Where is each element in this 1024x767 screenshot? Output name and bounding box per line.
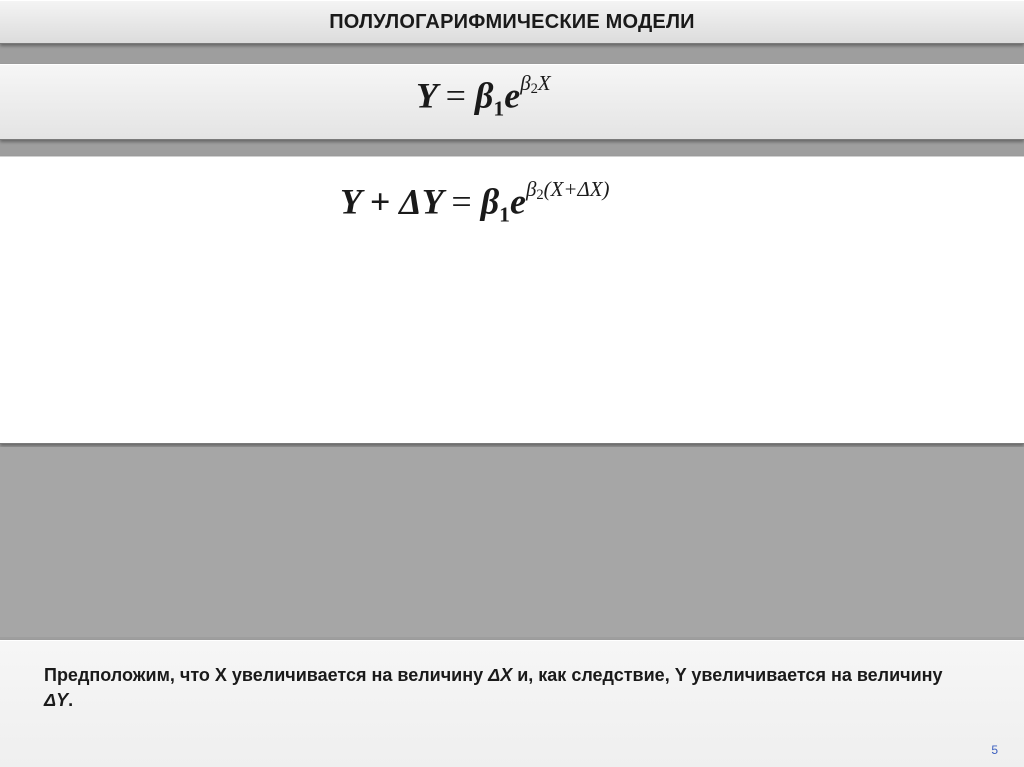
formula-1-lhs: Y [416, 75, 437, 116]
formula-2-exponent: β2(X+ΔX) [525, 177, 610, 203]
page-number: 5 [991, 743, 998, 757]
formula-2-base: e [509, 181, 526, 222]
formula-2-beta: β [480, 181, 500, 222]
formula-1-exponent: β2X [520, 71, 551, 97]
formula-2-beta-sub: 1 [499, 202, 510, 227]
main-content-panel [0, 156, 1024, 444]
slide-title: ПОЛУЛОГАРИФМИЧЕСКИЕ МОДЕЛИ [329, 10, 695, 33]
gray-band [0, 447, 1024, 637]
exponential-model-formula [416, 71, 551, 121]
formula-1-equals: = [445, 75, 466, 116]
delta-x-symbol: ΔX [488, 665, 513, 685]
formula-bar-1 [0, 64, 1024, 140]
formula-2-lhs: Y + ΔY [340, 181, 443, 222]
description-panel [0, 640, 1024, 767]
formula-1-base: e [504, 75, 521, 116]
formula-2-equals: = [451, 181, 472, 222]
description-text: Предположим, что X увеличивается на величину ΔX и, как следствие, Y увеличивается на величину ΔY. [44, 665, 943, 710]
formula-1-beta-sub: 1 [493, 96, 505, 121]
delta-y-symbol: ΔY [44, 690, 69, 710]
incremented-model-formula [340, 177, 609, 227]
title-bar [0, 0, 1024, 44]
formula-1-beta: β [474, 75, 494, 116]
